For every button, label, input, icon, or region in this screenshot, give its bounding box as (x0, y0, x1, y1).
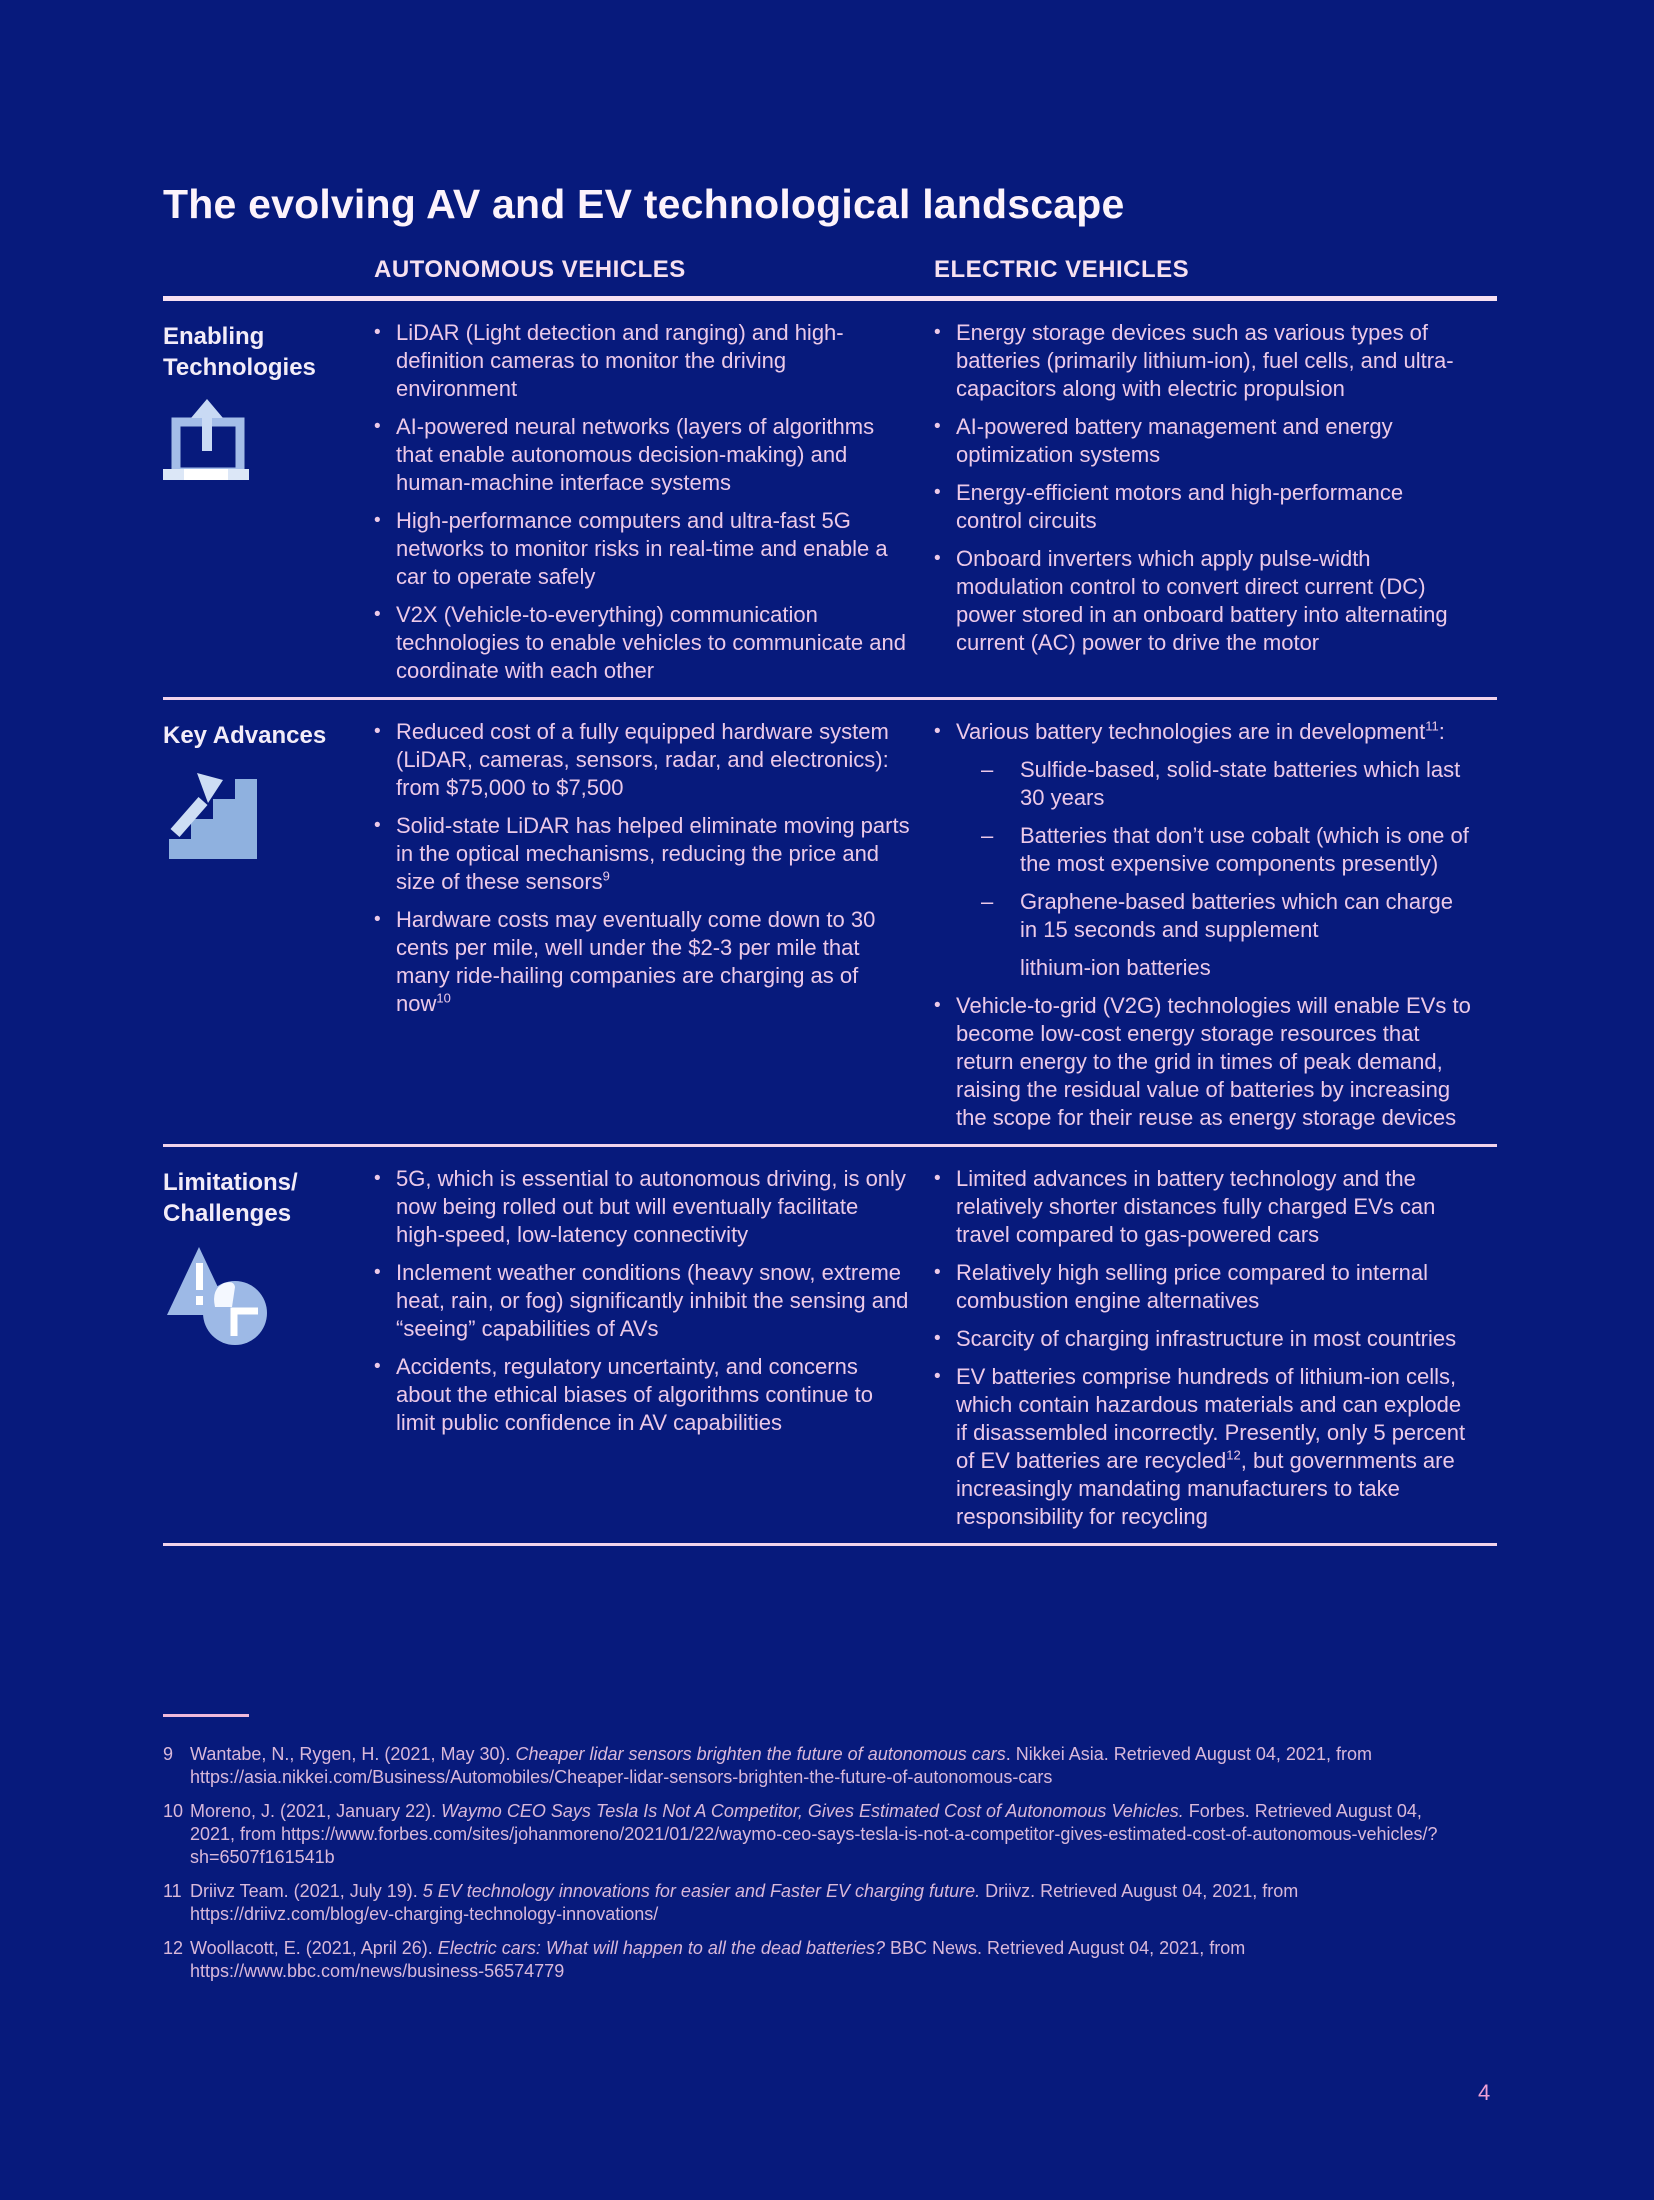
bullet-marker: • (374, 416, 381, 437)
bullet-text: Scarcity of charging infrastructure in most countries (956, 1326, 1457, 1351)
bullet-item (934, 718, 1475, 746)
bullet-item (374, 1165, 912, 1249)
column-header-autonomous-vehicles: AUTONOMOUS VEHICLES (374, 256, 686, 283)
row-label: Limitations/ (163, 1169, 298, 1196)
footnote-number: 10 (163, 1801, 184, 1821)
bullet-marker: • (934, 1328, 941, 1349)
bullet-marker: • (934, 1366, 941, 1387)
bullet-item (934, 1363, 1475, 1531)
ev-bullet-list (934, 718, 1497, 1132)
bullet-marker: • (374, 1168, 381, 1189)
no-marker (981, 954, 1020, 982)
bullet-marker: • (934, 995, 941, 1016)
av-bullet-list (374, 718, 934, 1132)
bullet-marker: • (374, 1262, 381, 1283)
bullet-marker: • (934, 482, 941, 503)
bullet-item (374, 1259, 912, 1343)
bullet-text: Batteries that don’t use cobalt (which is one of the most expensive components presently) (1020, 823, 1469, 876)
row-label-cell (163, 1165, 374, 1531)
row-label-cell (163, 319, 374, 685)
dash-marker: – (981, 757, 994, 782)
footnote (163, 1880, 1497, 1926)
ev-bullet-list (934, 1165, 1497, 1531)
footnote-text: Moreno, J. (2021, January 22). Waymo CEO Says Tesla Is Not A Competitor, Gives Estimated Cost of Autonomous Vehicles. Forbes. Retrieved August 04, 2021, from https://www.forbes.com/sites/johanmoreno/2021/01/22/waymo-ceo-says-tesla-is-not-a-competitor-gives-estimated-cost-of-autonomous-vehicles/?sh=6507f161541b (190, 1801, 1438, 1867)
bullet-item (981, 888, 1475, 944)
bullet-text: Reduced cost of a fully equipped hardware system (LiDAR, cameras, sensors, radar, and electronics): from $75,000 to $7,500 (396, 719, 889, 800)
bullet-item (981, 822, 1475, 878)
bullet-item (934, 319, 1475, 403)
bullet-item (934, 1325, 1475, 1353)
bullet-item (934, 1165, 1475, 1249)
bullet-text: Graphene-based batteries which can charge in 15 seconds and supplement (1020, 889, 1453, 942)
bullet-text: Vehicle-to-grid (V2G) technologies will enable EVs to become low-cost energy storage resources that return energy to the grid in times of peak demand, raising the residual value of batteries by increasing the scope for their reuse as energy storage devices (956, 993, 1471, 1130)
table-row-enabling-technologies (163, 301, 1497, 700)
footnote-divider (163, 1714, 249, 1717)
bullet-marker: • (374, 721, 381, 742)
av-bullet-list (374, 1165, 934, 1531)
bullet-item (981, 954, 1475, 982)
footnote-number: 11 (163, 1881, 182, 1901)
bullet-text: 5G, which is essential to autonomous driving, is only now being rolled out but will eventually facilitate high-speed, low-latency connectivity (396, 1166, 906, 1247)
bullet-marker: • (934, 322, 941, 343)
bullet-item (374, 718, 912, 802)
footnotes (163, 1714, 1497, 1994)
bullet-item (934, 545, 1475, 657)
row-label: Challenges (163, 1200, 292, 1227)
dash-marker: – (981, 823, 994, 848)
bullet-item (374, 413, 912, 497)
footnote-text: Driivz Team. (2021, July 19). 5 EV technology innovations for easier and Faster EV charging future. Driivz. Retrieved August 04, 2021, from https://driivz.com/blog/ev-charging-technology-innovations/ (190, 1881, 1299, 1924)
bullet-item (374, 601, 912, 685)
bullet-item (934, 413, 1475, 469)
bullet-marker: • (934, 1168, 941, 1189)
footnote (163, 1800, 1497, 1869)
row-label: Key Advances (163, 722, 327, 749)
bullet-item (374, 812, 912, 896)
bullet-text: AI-powered battery management and energy optimization systems (956, 414, 1393, 467)
row-label: Enabling (163, 323, 265, 350)
footnote-number: 9 (163, 1744, 174, 1764)
footnote (163, 1937, 1497, 1983)
footnote-text: Woollacott, E. (2021, April 26). Electric cars: What will happen to all the dead batteries? BBC News. Retrieved August 04, 2021, from https://www.bbc.com/news/business-56574779 (190, 1938, 1246, 1981)
comparison-table (163, 256, 1497, 1546)
laptop-upload-icon (163, 399, 374, 491)
bullet-text: Solid-state LiDAR has helped eliminate moving parts in the optical mechanisms, reducing the price and size of these sensors$^9$ (396, 813, 910, 894)
bullet-text: EV batteries comprise hundreds of lithium-ion cells, which contain hazardous materials and can explode if disassembled incorrectly. Presently, only 5 percent of EV batteries are recycled$^{12}$, but governments are increasingly mandating manufacturers to take responsibility for recycling (956, 1364, 1466, 1529)
table-row-keyadvances (163, 700, 1497, 1147)
warning-clock-icon (163, 1245, 374, 1355)
bullet-text: Relatively high selling price compared to internal combustion engine alternatives (956, 1260, 1429, 1313)
table-header-row (163, 256, 1497, 301)
av-bullet-list (374, 319, 934, 685)
table-body (163, 301, 1497, 1546)
bullet-marker: • (374, 604, 381, 625)
footnote-number: 12 (163, 1938, 184, 1958)
bullet-text: Accidents, regulatory uncertainty, and concerns about the ethical biases of algorithms continue to limit public confidence in AV capabilities (396, 1354, 873, 1435)
bullet-item (981, 756, 1475, 812)
bullet-text: Sulfide-based, solid-state batteries which last 30 years (1020, 757, 1461, 810)
bullet-marker: • (374, 510, 381, 531)
bullet-text: Hardware costs may eventually come down to 30 cents per mile, well under the $2-3 per mile that many ride-hailing companies are charging as of now$^{10}$ (396, 907, 876, 1016)
bullet-text: Inclement weather conditions (heavy snow, extreme heat, rain, or fog) significantly inhibit the sensing and “seeing” capabilities of AVs (396, 1260, 909, 1341)
bullet-marker: • (934, 416, 941, 437)
table-row-limitations-challenges (163, 1147, 1497, 1546)
bullet-text: lithium-ion batteries (1020, 955, 1211, 980)
bullet-text: High-performance computers and ultra-fast 5G networks to monitor risks in real-time and enable a car to operate safely (396, 508, 888, 589)
bullet-item (374, 1353, 912, 1437)
bullet-item (374, 507, 912, 591)
bullet-text: Energy-efficient motors and high-performance control circuits (956, 480, 1404, 533)
bullet-text: V2X (Vehicle-to-everything) communication technologies to enable vehicles to communicate and coordinate with each other (396, 602, 906, 683)
bullet-item (374, 319, 912, 403)
bullet-item (374, 906, 912, 1018)
bullet-marker: • (374, 815, 381, 836)
bullet-item (934, 479, 1475, 535)
ev-bullet-list (934, 319, 1497, 685)
bullet-text: Energy storage devices such as various types of batteries (primarily lithium-ion), fuel cells, and ultra-capacitors along with electric propulsion (956, 320, 1454, 401)
bullet-marker: • (374, 1356, 381, 1377)
bullet-text: AI-powered neural networks (layers of algorithms that enable autonomous decision-making) and human-machine interface systems (396, 414, 875, 495)
page-title: The evolving AV and EV technological landscape (163, 181, 1125, 227)
footnote-list (163, 1743, 1497, 1983)
bullet-marker: • (934, 548, 941, 569)
dash-marker: – (981, 889, 994, 914)
page-number: 4 (1478, 2080, 1491, 2105)
bullet-text: Limited advances in battery technology and the relatively shorter distances fully charged EVs can travel compared to gas-powered cars (956, 1166, 1436, 1247)
bullet-marker: • (934, 1262, 941, 1283)
bullet-item (934, 992, 1475, 1132)
row-label: Technologies (163, 354, 316, 381)
footnote (163, 1743, 1497, 1789)
footnote-text: Wantabe, N., Rygen, H. (2021, May 30). Cheaper lidar sensors brighten the future of autonomous cars. Nikkei Asia. Retrieved August 04, 2021, from https://asia.nikkei.com/Business/Automobiles/Cheaper-lidar-sensors-brighten-the-future-of-autonomous-cars (190, 1744, 1372, 1787)
bullet-text: Various battery technologies are in development$^{11}$: (956, 718, 1445, 744)
bullet-text: Onboard inverters which apply pulse-width modulation control to convert direct current (DC) power stored in an onboard battery into alternating current (AC) power to drive the motor (956, 546, 1448, 655)
bullet-marker: • (374, 322, 381, 343)
row-label-cell (163, 718, 374, 1132)
bullet-marker: • (934, 721, 941, 742)
bullet-text: LiDAR (Light detection and ranging) and high-definition cameras to monitor the driving environment (396, 320, 844, 401)
bullet-item (934, 1259, 1475, 1315)
bullet-marker: • (374, 909, 381, 930)
column-header-electric-vehicles: ELECTRIC VEHICLES (934, 256, 1190, 283)
stairs-growth-icon (163, 767, 374, 867)
